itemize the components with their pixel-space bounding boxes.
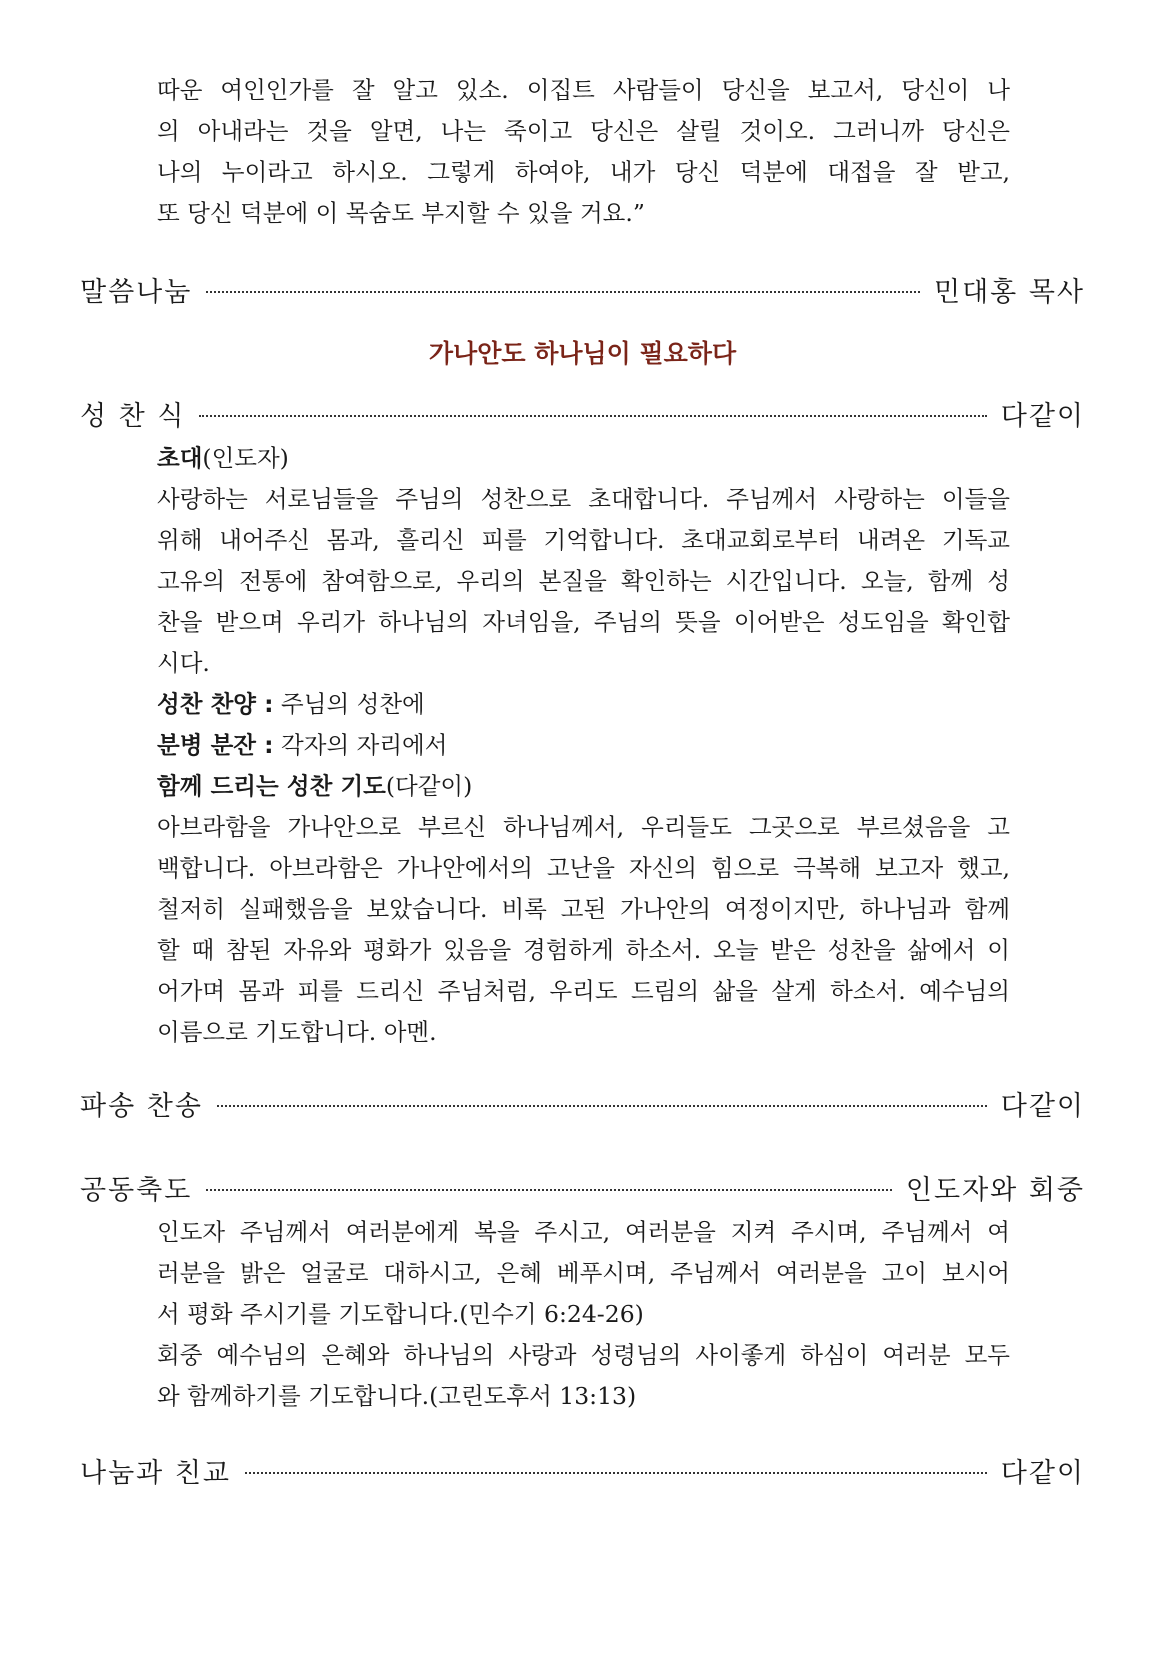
benediction-heading xyxy=(80,1172,1085,1210)
prayer-line: 아브라함을 가나안으로 부르신 하나님께서, 우리들도 그곳으로 부르셨음을 고 xyxy=(157,813,1010,841)
communion-heading xyxy=(80,398,1085,436)
distribution-value: 각자의 자리에서 xyxy=(273,731,448,759)
prayer-line: 백합니다. 아브라함은 가나안에서의 고난을 자신의 힘으로 극복해 보고자 했고, xyxy=(157,854,1010,882)
benediction-leader-paragraph xyxy=(157,1212,1010,1335)
sermon-preacher: 민대홍 목사 xyxy=(934,277,1085,308)
benediction-congregation-line: 와 함께하기를 기도합니다.(고린도후서 13:13) xyxy=(157,1382,637,1410)
invitation-sub: (인도자) xyxy=(202,444,289,472)
communion-prayer-label xyxy=(157,766,1010,807)
benediction-title: 공동축도 xyxy=(80,1175,193,1206)
fellowship-participants: 다같이 xyxy=(1000,1458,1085,1489)
fellowship-title: 나눔과 친교 xyxy=(80,1458,231,1489)
communion-prayer-sub: (다같이) xyxy=(385,772,473,800)
communion-prayer-paragraph xyxy=(157,807,1010,1053)
invitation-label xyxy=(157,438,1010,479)
invitation-line: 시다. xyxy=(157,649,210,677)
sending-hymn-participants: 다같이 xyxy=(1000,1091,1085,1122)
leader-dots xyxy=(245,1472,987,1474)
communion-hymn-label: 성찬 찬양 : xyxy=(157,690,274,718)
invitation-paragraph xyxy=(157,479,1010,684)
benediction-leader-line: 러분을 밝은 얼굴로 대하시고, 은혜 베푸시며, 주님께서 여러분을 고이 보시어 xyxy=(157,1259,1010,1287)
intro-line: 나의 누이라고 하시오. 그렇게 하여야, 내가 당신 덕분에 대접을 잘 받고, xyxy=(157,158,1010,186)
fellowship-heading xyxy=(80,1455,1085,1493)
sermon-heading-title: 말씀나눔 xyxy=(80,277,193,308)
prayer-line: 이름으로 기도합니다. 아멘. xyxy=(157,1018,437,1046)
benediction-congregation-paragraph xyxy=(157,1335,1010,1417)
invitation-line: 고유의 전통에 참여함으로, 우리의 본질을 확인하는 시간입니다. 오늘, 함께 성 xyxy=(157,567,1010,595)
sending-hymn-title: 파송 찬송 xyxy=(80,1091,203,1122)
invitation-line: 사랑하는 서로님들을 주님의 성찬으로 초대합니다. 주님께서 사랑하는 이들을 xyxy=(157,485,1010,513)
prayer-line: 어가며 몸과 피를 드리신 주님처럼, 우리도 드림의 삶을 살게 하소서. 예수님의 xyxy=(157,977,1010,1005)
leader-dots xyxy=(206,1189,892,1191)
benediction-leader-line: 인도자 주님께서 여러분에게 복을 주시고, 여러분을 지켜 주시며, 주님께서 여 xyxy=(157,1218,1010,1246)
communion-hymn xyxy=(157,684,1010,725)
leader-dots xyxy=(206,291,920,293)
communion-heading-title: 성 찬 식 xyxy=(80,401,186,432)
intro-line: 또 당신 덕분에 이 목숨도 부지할 수 있을 거요.” xyxy=(157,199,645,227)
intro-paragraph xyxy=(157,70,1010,234)
benediction-congregation-line: 회중 예수님의 은혜와 하나님의 사랑과 성령님의 사이좋게 하심이 여러분 모두 xyxy=(157,1341,1010,1369)
sending-hymn-heading xyxy=(80,1088,1085,1126)
benediction-leader-line: 서 평화 주시기를 기도합니다.(민수기 6:24-26) xyxy=(157,1300,644,1328)
distribution-label: 분병 분잔 : xyxy=(157,731,274,759)
prayer-line: 할 때 참된 자유와 평화가 있음을 경험하게 하소서. 오늘 받은 성찬을 삶에서 이 xyxy=(157,936,1010,964)
leader-dots xyxy=(199,415,986,417)
invitation-line: 위해 내어주신 몸과, 흘리신 피를 기억합니다. 초대교회로부터 내려온 기독교 xyxy=(157,526,1010,554)
prayer-line: 철저히 실패했음을 보았습니다. 비록 고된 가나안의 여정이지만, 하나님과 함께 xyxy=(157,895,1010,923)
communion-prayer-title: 함께 드리는 성찬 기도 xyxy=(157,772,386,800)
invitation-title: 초대 xyxy=(157,444,203,472)
intro-line: 따운 여인인가를 잘 알고 있소. 이집트 사람들이 당신을 보고서, 당신이 나 xyxy=(157,76,1010,104)
distribution xyxy=(157,725,1010,766)
communion-hymn-value: 주님의 성찬에 xyxy=(273,690,425,718)
intro-line: 의 아내라는 것을 알면, 나는 죽이고 당신은 살릴 것이오. 그러니까 당신은 xyxy=(157,117,1010,145)
leader-dots xyxy=(217,1105,987,1107)
benediction-participants: 인도자와 회중 xyxy=(905,1175,1085,1206)
sermon-title: 가나안도 하나님이 필요하다 xyxy=(428,339,737,368)
communion-participants: 다같이 xyxy=(1000,401,1085,432)
sermon-heading xyxy=(80,274,1085,312)
invitation-line: 찬을 받으며 우리가 하나님의 자녀임을, 주님의 뜻을 이어받은 성도임을 확인합 xyxy=(157,608,1010,636)
